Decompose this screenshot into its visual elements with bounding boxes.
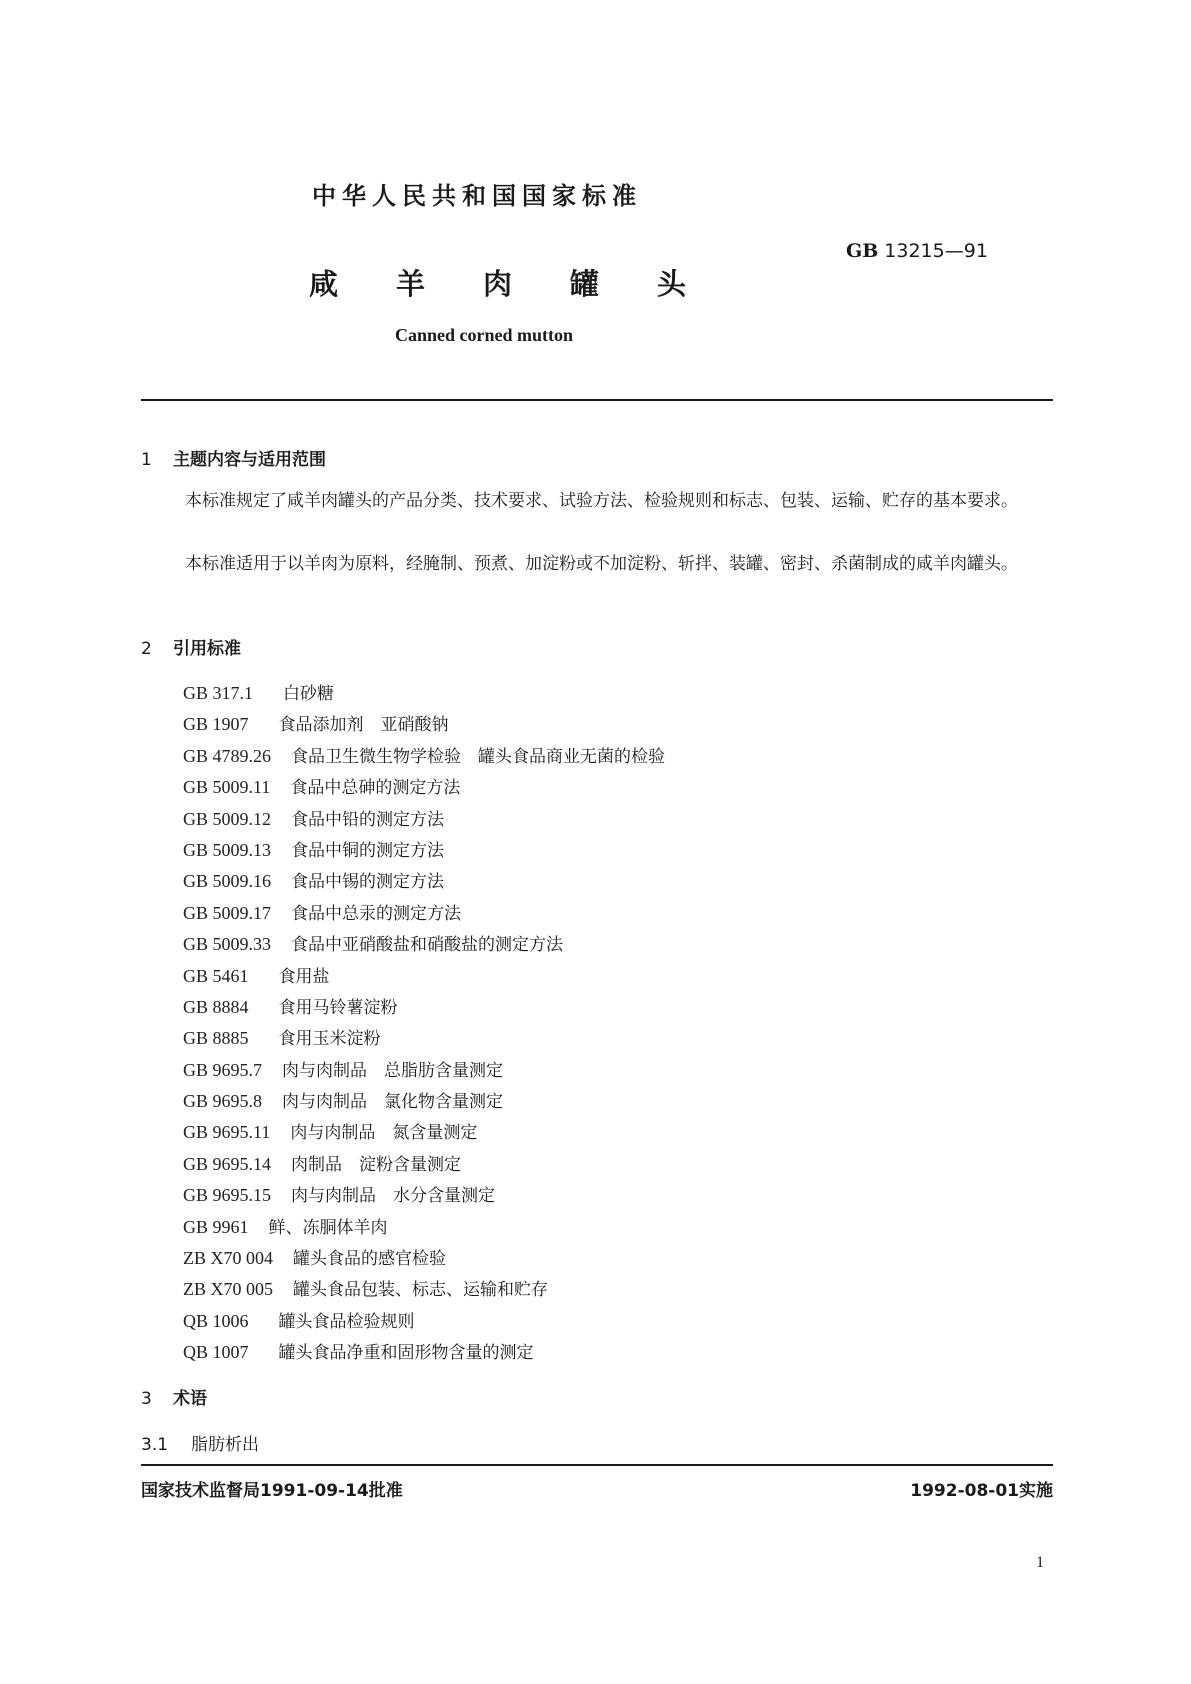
reference-code: GB 1907 (183, 714, 249, 735)
reference-code: GB 5461 (183, 965, 249, 986)
reference-code: GB 9695.8 (183, 1091, 263, 1112)
reference-code: GB 5009.11 (183, 777, 271, 798)
reference-title: 食品中亚硝酸盐和硝酸盐的测定方法 (291, 935, 564, 956)
reference-title: 食用马铃薯淀粉 (278, 997, 398, 1018)
reference-code: GB 9695.14 (183, 1153, 272, 1174)
section-title: 主题内容与适用范围 (173, 450, 326, 470)
reference-title: 食品中总汞的测定方法 (291, 903, 462, 924)
section-1-paragraph-2: 本标准适用于以羊肉为原料，经腌制、预煮、加淀粉或不加淀粉、斩拌、装罐、密封、杀菌制成的咸羊肉罐头。 (185, 554, 1018, 574)
reference-item (183, 678, 665, 709)
reference-code: GB 5009.16 (183, 871, 272, 892)
section-title: 术语 (173, 1389, 207, 1409)
reference-title: 食品中铅的测定方法 (291, 809, 445, 830)
document-title-english: Canned corned mutton (395, 325, 574, 345)
reference-code: GB 4789.26 (183, 745, 272, 766)
reference-code: GB 9695.15 (183, 1185, 272, 1206)
reference-code: GB 8885 (183, 1028, 249, 1049)
reference-item (183, 898, 665, 929)
section-number: 3 (141, 1389, 152, 1409)
reference-item (183, 741, 665, 772)
reference-item (183, 804, 665, 835)
page-number: 1 (1036, 1554, 1044, 1571)
reference-title: 罐头食品包装、标志、运输和贮存 (293, 1280, 548, 1301)
reference-title: 鲜、冻胴体羊肉 (268, 1217, 388, 1238)
reference-item (183, 1274, 665, 1305)
reference-item (183, 1180, 665, 1211)
section-number: 1 (141, 450, 152, 470)
reference-code: GB 5009.33 (183, 934, 272, 955)
reference-item (183, 866, 665, 897)
reference-title: 罐头食品检验规则 (278, 1311, 415, 1332)
reference-title: 肉制品 淀粉含量测定 (291, 1154, 462, 1175)
reference-item (183, 1086, 665, 1117)
section-1-heading (141, 445, 326, 470)
reference-item (183, 961, 665, 992)
reference-title: 食品中总砷的测定方法 (290, 778, 461, 799)
standard-prefix: GB (846, 240, 879, 262)
reference-title: 食品中铜的测定方法 (291, 840, 445, 861)
reference-title: 食品中锡的测定方法 (291, 872, 445, 893)
reference-item (183, 1117, 665, 1148)
document-title: 咸羊肉罐头 (309, 267, 745, 301)
reference-code: GB 9695.11 (183, 1122, 271, 1143)
footer-divider (141, 1464, 1053, 1466)
reference-code: GB 5009.13 (183, 839, 272, 860)
reference-code: QB 1006 (183, 1310, 249, 1331)
reference-title: 食品添加剂 亚硝酸钠 (278, 715, 449, 736)
reference-item (183, 1023, 665, 1054)
reference-code: QB 1007 (183, 1342, 249, 1363)
reference-title: 肉与肉制品 总脂肪含量测定 (282, 1060, 504, 1081)
reference-title: 肉与肉制品 水分含量测定 (291, 1186, 496, 1207)
reference-code: ZB X70 005 (183, 1279, 273, 1300)
reference-title: 食用盐 (278, 966, 330, 987)
reference-item (183, 1306, 665, 1337)
reference-title: 白砂糖 (283, 684, 335, 704)
reference-title: 食用玉米淀粉 (278, 1029, 381, 1050)
section-2-heading (141, 634, 241, 659)
subsection-number: 3.1 (141, 1435, 169, 1455)
standard-number: 13215—91 (884, 240, 988, 262)
reference-item (183, 1243, 665, 1274)
standard-code (846, 240, 988, 262)
reference-title: 罐头食品净重和固形物含量的测定 (278, 1343, 534, 1364)
section-3-heading (141, 1384, 207, 1409)
reference-code: GB 5009.17 (183, 902, 272, 923)
reference-title: 罐头食品的感官检验 (293, 1249, 446, 1270)
effective-date: 1992-08-01实施 (910, 1481, 1053, 1501)
reference-item (183, 1055, 665, 1086)
subsection-title: 脂肪析出 (191, 1435, 259, 1455)
reference-item (183, 835, 665, 866)
document-authority: 中华人民共和国国家标准 (312, 182, 642, 210)
approval-statement: 国家技术监督局1991-09-14批准 (141, 1481, 403, 1501)
reference-item (183, 1149, 665, 1180)
reference-item (183, 709, 665, 740)
reference-item (183, 992, 665, 1023)
reference-code: GB 317.1 (183, 683, 254, 703)
reference-code: GB 9695.7 (183, 1059, 263, 1080)
section-title: 引用标准 (173, 639, 241, 659)
reference-title: 食品卫生微生物学检验 罐头食品商业无菌的检验 (291, 746, 666, 767)
reference-code: ZB X70 004 (183, 1248, 273, 1269)
reference-code: GB 9961 (183, 1216, 249, 1237)
reference-title: 肉与肉制品 氯化物含量测定 (282, 1092, 504, 1113)
reference-code: GB 5009.12 (183, 808, 272, 829)
section-number: 2 (141, 639, 152, 659)
header-divider (141, 399, 1053, 401)
reference-item (183, 772, 665, 803)
section-1-paragraph-1: 本标准规定了咸羊肉罐头的产品分类、技术要求、试验方法、检验规则和标志、包装、运输、贮存的基本要求。 (185, 491, 1018, 511)
reference-item (183, 1212, 665, 1243)
reference-item (183, 1337, 665, 1368)
reference-code: GB 8884 (183, 996, 249, 1017)
reference-title: 肉与肉制品 氮含量测定 (290, 1123, 478, 1144)
reference-item (183, 929, 665, 960)
normative-references-list (183, 678, 665, 1369)
subsection-3-1-heading (141, 1430, 259, 1455)
